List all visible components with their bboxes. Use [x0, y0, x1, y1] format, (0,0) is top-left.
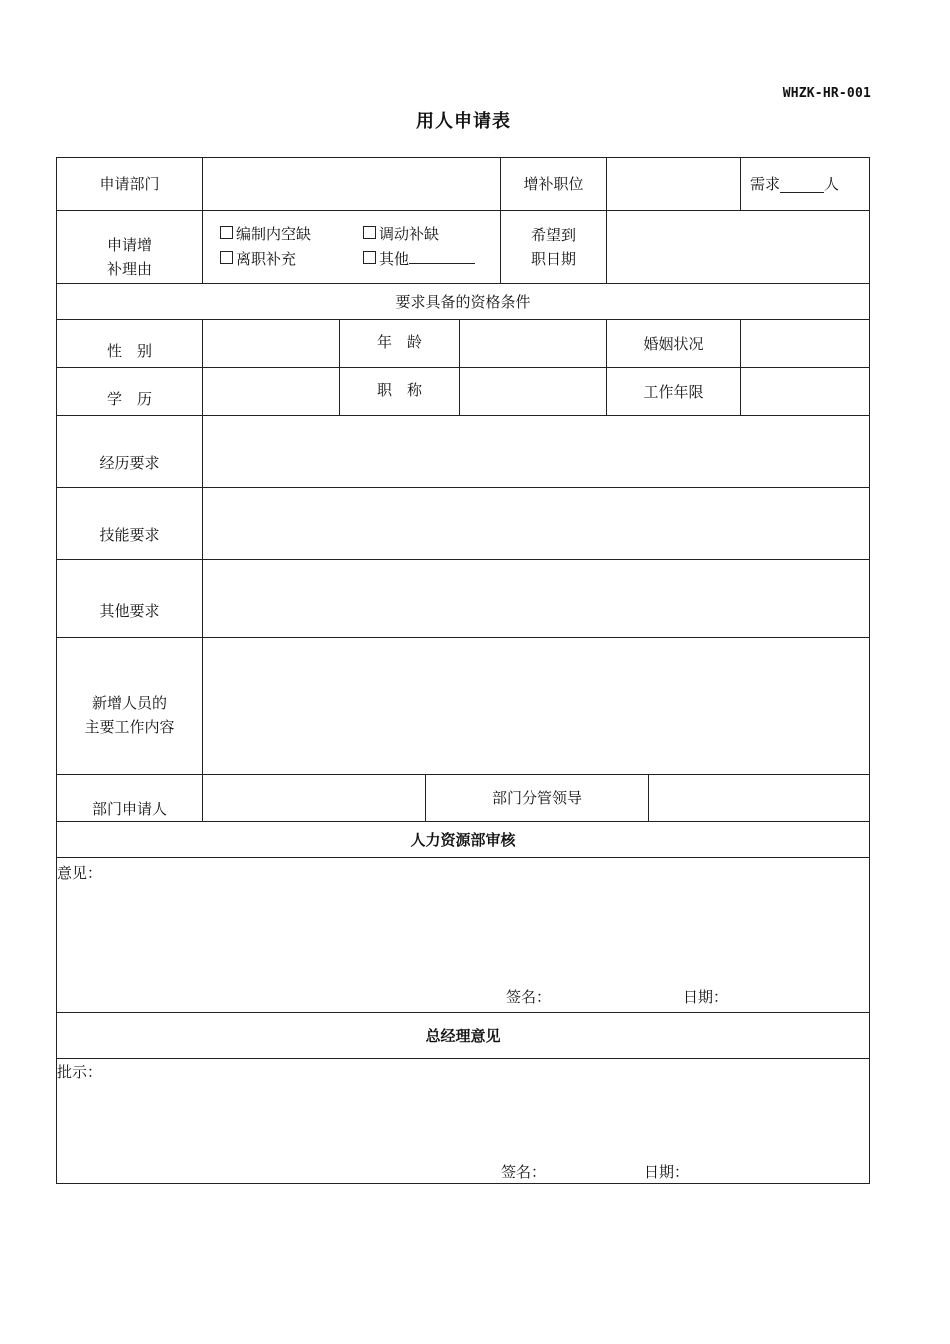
- need-suffix: 人: [824, 175, 840, 193]
- checkbox-transfer[interactable]: [363, 226, 376, 239]
- need-prefix: 需求: [750, 175, 781, 193]
- option-resignation[interactable]: [220, 247, 296, 271]
- form-title: 用人申请表: [416, 111, 511, 132]
- position-label: 增补职位: [501, 158, 607, 211]
- start-date-field[interactable]: [607, 211, 869, 284]
- option-resignation-label: 离职补充: [236, 250, 297, 268]
- marital-label: 婚姻状况: [607, 320, 741, 368]
- option-other-label: 其他: [379, 250, 410, 268]
- hr-opinion-area[interactable]: [57, 858, 869, 1013]
- skills-label: 技能要求: [57, 488, 203, 560]
- education-field[interactable]: [203, 368, 340, 416]
- gm-instruction-label: 批示：: [57, 1063, 103, 1081]
- duties-label-line1: 新增人员的: [91, 694, 167, 712]
- hr-opinion-label: 意见：: [57, 864, 103, 882]
- option-vacancy[interactable]: [220, 222, 311, 246]
- need-count-blank[interactable]: [780, 176, 824, 193]
- gm-signature-label: 签名：: [501, 1163, 547, 1181]
- qualifications-title: 要求具备的资格条件: [57, 284, 869, 320]
- position-field[interactable]: [607, 158, 741, 211]
- duties-label-line2: 主要工作内容: [84, 718, 175, 736]
- department-field[interactable]: [203, 158, 501, 211]
- marital-field[interactable]: [741, 320, 869, 368]
- start-date-label-cell: [501, 211, 607, 284]
- application-form: [56, 157, 870, 1184]
- reason-label-cell: [57, 211, 203, 284]
- start-date-label-line2: 职日期: [530, 250, 576, 268]
- hr-review-title: 人力资源部审核: [57, 822, 869, 858]
- hr-date-label: 日期：: [683, 988, 729, 1006]
- department-label: 申请部门: [57, 158, 203, 211]
- gm-date-label: 日期：: [644, 1163, 690, 1181]
- work-years-field[interactable]: [741, 368, 869, 416]
- experience-field[interactable]: [203, 416, 869, 488]
- option-transfer[interactable]: [363, 222, 439, 246]
- leader-label: 部门分管领导: [426, 775, 649, 822]
- gm-instruction-area[interactable]: [57, 1059, 869, 1183]
- other-reason-blank[interactable]: [409, 247, 475, 264]
- need-count-cell: [741, 158, 869, 211]
- checkbox-other[interactable]: [363, 251, 376, 264]
- option-vacancy-label: 编制内空缺: [236, 225, 312, 243]
- checkbox-vacancy[interactable]: [220, 226, 233, 239]
- work-years-label: 工作年限: [607, 368, 741, 416]
- applicant-label: 部门申请人: [57, 775, 203, 822]
- reason-label-line1: 申请增: [106, 236, 152, 254]
- reason-label-line2: 补理由: [106, 260, 152, 278]
- professional-title-field[interactable]: [460, 368, 607, 416]
- checkbox-resignation[interactable]: [220, 251, 233, 264]
- other-requirements-label: 其他要求: [57, 560, 203, 638]
- experience-label: 经历要求: [57, 416, 203, 488]
- duties-label-cell: [57, 638, 203, 775]
- education-label: 学 历: [57, 368, 203, 416]
- hr-signature-label: 签名：: [506, 988, 552, 1006]
- gender-field[interactable]: [203, 320, 340, 368]
- leader-field[interactable]: [649, 775, 869, 822]
- reason-options-cell: [203, 211, 501, 284]
- document-code: WHZK-HR-001: [782, 86, 871, 101]
- professional-title-label: 职 称: [340, 368, 460, 416]
- applicant-field[interactable]: [203, 775, 426, 822]
- skills-field[interactable]: [203, 488, 869, 560]
- option-other[interactable]: [363, 247, 475, 271]
- start-date-label-line1: 希望到: [530, 226, 576, 244]
- age-label: 年 龄: [340, 320, 460, 368]
- other-requirements-field[interactable]: [203, 560, 869, 638]
- gender-label: 性 别: [57, 320, 203, 368]
- gm-review-title: 总经理意见: [57, 1013, 869, 1059]
- option-transfer-label: 调动补缺: [379, 225, 440, 243]
- duties-field[interactable]: [203, 638, 869, 775]
- age-field[interactable]: [460, 320, 607, 368]
